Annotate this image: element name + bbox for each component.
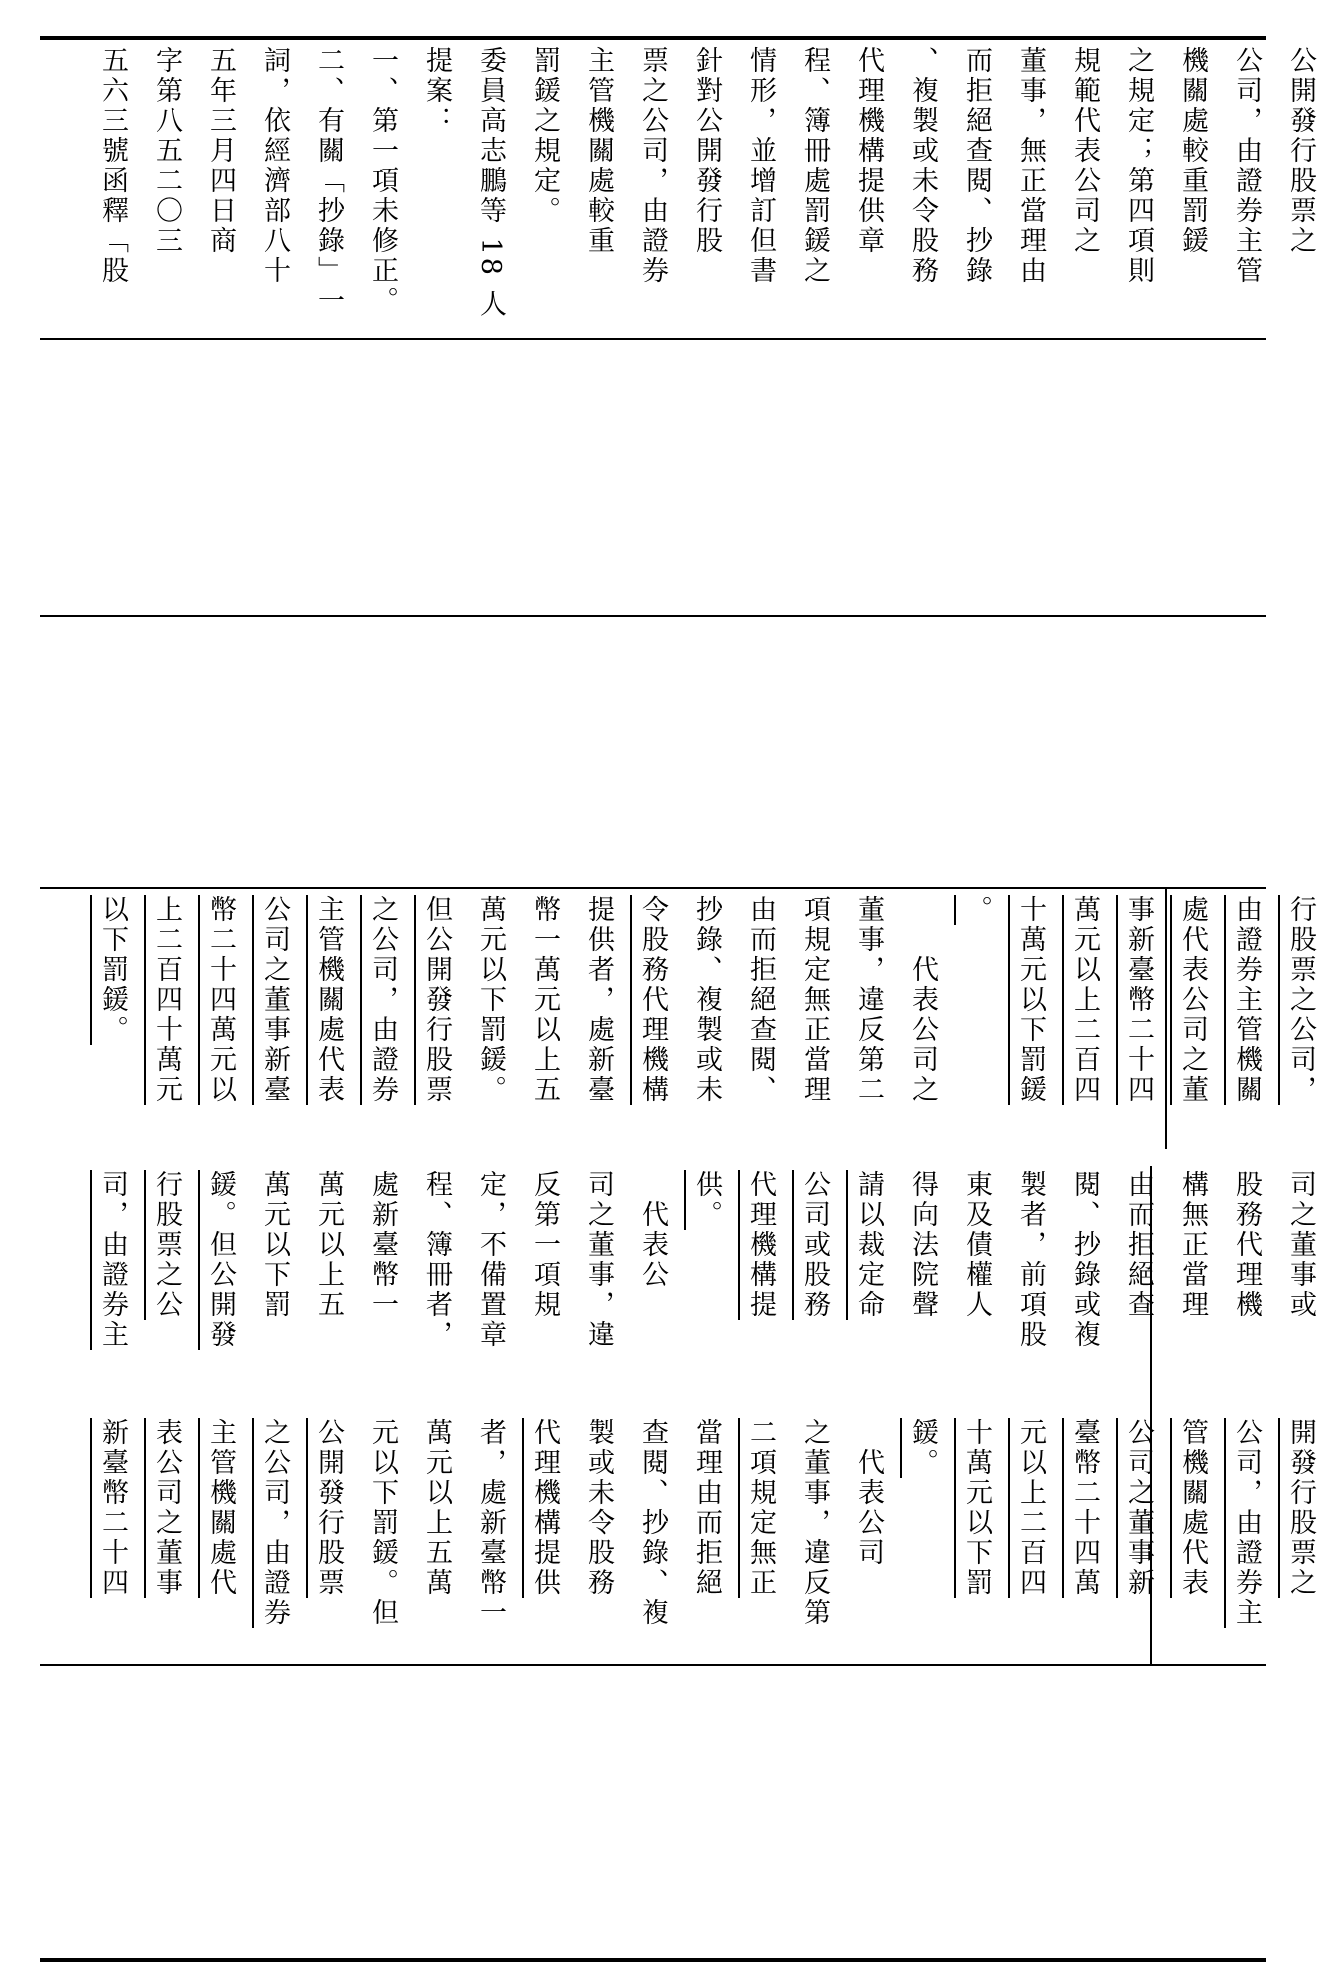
amended-text-cell (58, 895, 1316, 1157)
text-line: 代表公司之 (907, 895, 938, 1105)
text-line: 司之董事，違 (583, 1170, 614, 1350)
text-line: 之公司，由證券 (367, 895, 398, 1105)
text-line: 票之公司，由證券 (637, 46, 668, 286)
text-line: 字第八五二〇三 (151, 46, 182, 256)
text-line: 二項規定無正 (745, 1418, 776, 1598)
text-line: 由而拒絕查閱、 (745, 895, 776, 1105)
text-line: 者，處新臺幣一 (475, 1418, 506, 1628)
text-line: 代表公 (637, 1170, 668, 1290)
text-line: 當理由而拒絕 (691, 1418, 722, 1598)
text-line: 公司之董事新臺 (259, 895, 290, 1105)
text-line: 萬元以上五 (313, 1170, 344, 1320)
text-line: 反第一項規 (529, 1170, 560, 1320)
text-line: 罰鍰之規定。 (529, 46, 560, 226)
text-line: 代表公司 (853, 1418, 884, 1568)
text-line: 主管機關處較重 (583, 46, 614, 256)
text-line: 元以上二百四 (1015, 1418, 1046, 1598)
text-line: 萬元以上五萬 (421, 1418, 452, 1598)
row-divider (40, 615, 1266, 617)
text-line: 新臺幣二十四 (97, 1418, 128, 1598)
text-line: 。 (961, 895, 992, 925)
current-text-cell (58, 1418, 1316, 1658)
text-line: 萬元以下罰 (259, 1170, 290, 1320)
text-line: 製者，前項股 (1015, 1170, 1046, 1350)
text-line: 閱、抄錄或複 (1069, 1170, 1100, 1350)
text-line: 主管機關處代 (205, 1418, 236, 1598)
text-line: 、複製或未令股務 (907, 46, 938, 286)
text-line: 提案： (421, 46, 452, 136)
text-line: 司之董事或 (1285, 1170, 1316, 1320)
text-line: 幣二十四萬元以 (205, 895, 236, 1105)
text-line: 事新臺幣二十四 (1123, 895, 1154, 1105)
text-line: 由證券主管機關 (1231, 895, 1262, 1105)
text-line: 元以下罰鍰。但 (367, 1418, 398, 1628)
text-line: 之董事，違反第 (799, 1418, 830, 1628)
text-line: 構無正當理 (1177, 1170, 1208, 1320)
text-line: 東及債權人 (961, 1170, 992, 1320)
text-line: 由而拒絕查 (1123, 1170, 1154, 1320)
top-border (40, 36, 1266, 40)
text-line: 而拒絕查閱、抄錄 (961, 46, 992, 286)
text-line: 五年三月四日商 (205, 46, 236, 256)
text-line: 行股票之公 (151, 1170, 182, 1320)
text-line: 開發行股票之 (1285, 1418, 1316, 1598)
text-line: 之規定；第四項則 (1123, 46, 1154, 286)
text-line: 供。 (691, 1170, 722, 1230)
text-line: 一、第一項未修正。 (367, 46, 398, 316)
text-line: 程、簿冊者， (421, 1170, 452, 1350)
text-line: 表公司之董事 (151, 1418, 182, 1598)
text-line: 項規定無正當理 (799, 895, 830, 1105)
text-line: 公開發行股票之 (1285, 46, 1316, 256)
explanation-cell (58, 46, 1316, 338)
text-line: 詞，依經濟部八十 (259, 46, 290, 286)
row-divider (40, 1664, 1266, 1666)
text-line: 公司，由證券主 (1231, 1418, 1262, 1628)
text-line: 司，由證券主 (97, 1170, 128, 1350)
text-line: 委員高志鵬等 18 人 (475, 46, 506, 320)
text-line: 得向法院聲 (907, 1170, 938, 1320)
text-line: 幣一萬元以上五 (529, 895, 560, 1105)
text-line: 鍰。但公開發 (205, 1170, 236, 1350)
row-divider (40, 338, 1266, 340)
text-line: 程、簿冊處罰鍰之 (799, 46, 830, 286)
text-line: 萬元以上二百四 (1069, 895, 1100, 1105)
text-line: 提供者，處新臺 (583, 895, 614, 1105)
text-line: 董事，無正當理由 (1015, 46, 1046, 286)
text-line: 主管機關處代表 (313, 895, 344, 1105)
text-line: 股務代理機 (1231, 1170, 1262, 1320)
text-line: 五六三號函釋「股 (97, 46, 128, 286)
text-line: 製或未令股務 (583, 1418, 614, 1598)
text-line: 萬元以下罰鍰。 (475, 895, 506, 1105)
text-line: 機關處較重罰鍰 (1177, 46, 1208, 256)
text-line: 董事，違反第二 (853, 895, 884, 1105)
text-line: 鍰。 (907, 1418, 938, 1478)
text-line: 二、有關「抄錄」一 (313, 46, 344, 316)
text-line: 臺幣二十四萬 (1069, 1418, 1100, 1598)
text-line: 代理機構提 (745, 1170, 776, 1320)
text-line: 行股票之公司， (1285, 895, 1316, 1105)
text-line: 定，不備置章 (475, 1170, 506, 1350)
text-line: 上二百四十萬元 (151, 895, 182, 1105)
text-line: 十萬元以下罰鍰 (1015, 895, 1046, 1105)
text-line: 公司或股務 (799, 1170, 830, 1320)
text-line: 以下罰鍰。 (97, 895, 128, 1045)
text-line: 令股務代理機構 (637, 895, 668, 1105)
text-line: 請以裁定命 (853, 1170, 884, 1320)
text-line: 公開發行股票 (313, 1418, 344, 1598)
proposed-text-cell (58, 1170, 1316, 1414)
text-line: 之公司，由證券 (259, 1418, 290, 1628)
text-line: 但公開發行股票 (421, 895, 452, 1105)
text-line: 抄錄、複製或未 (691, 895, 722, 1105)
text-line: 管機關處代表 (1177, 1418, 1208, 1598)
text-line: 十萬元以下罰 (961, 1418, 992, 1598)
text-line: 代理機構提供章 (853, 46, 884, 256)
text-line: 代理機構提供 (529, 1418, 560, 1598)
text-line: 針對公開發行股 (691, 46, 722, 256)
bottom-border (40, 1958, 1266, 1962)
text-line: 情形，並增訂但書 (745, 46, 776, 286)
text-line: 處代表公司之董 (1177, 895, 1208, 1105)
text-line: 規範代表公司之 (1069, 46, 1100, 256)
text-line: 公司之董事新 (1123, 1418, 1154, 1598)
text-line: 處新臺幣一 (367, 1170, 398, 1320)
row-divider (40, 887, 1266, 889)
text-line: 公司，由證券主管 (1231, 46, 1262, 286)
text-line: 查閱、抄錄、複 (637, 1418, 668, 1628)
